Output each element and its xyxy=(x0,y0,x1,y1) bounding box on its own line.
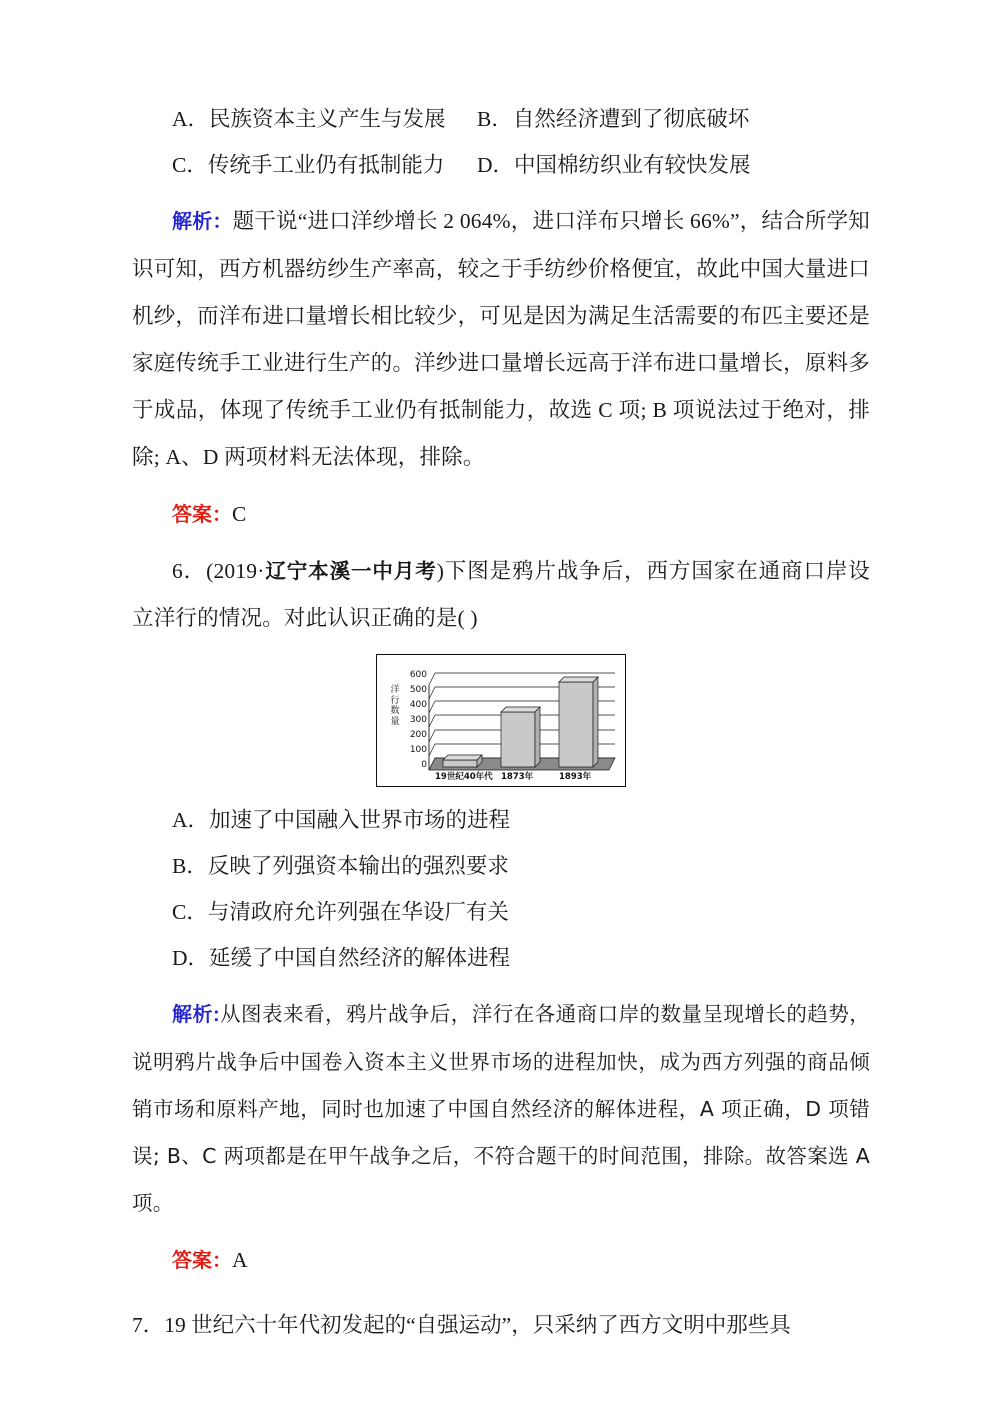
q5-option-d-text: 中国棉纺织业有较快发展 xyxy=(514,153,751,177)
chart-y-tick: 500 xyxy=(409,685,427,695)
q5-option-c xyxy=(172,142,477,188)
chart-figure xyxy=(132,654,870,787)
q6-choice-a xyxy=(132,797,870,843)
chart-x-label: 1873年 xyxy=(501,772,534,782)
q5-option-d xyxy=(477,142,751,188)
q5-option-row-2 xyxy=(132,142,870,188)
chart-plot xyxy=(377,655,627,788)
q5-option-b-text: 自然经济遭到了彻底破坏 xyxy=(512,107,750,131)
q5-option-c-label: C． xyxy=(172,153,208,177)
q6-analysis-text: 从图表来看，鸦片战争后，洋行在各通商口岸的数量呈现增长的趋势，说明鸦片战争后中国卷入资本主义世界市场的进程加快，成为西方列强的商品倾销市场和原料产地，同时也加速了中国自然经济的解体进程，A 项正确，D 项错误; B、C 两项都是在甲午战争之后，不符合题干的时间范围，排除。故答案选 A 项。 xyxy=(132,1002,870,1215)
page-content xyxy=(132,96,870,1348)
q6-choice-b xyxy=(132,843,870,889)
q6-source-suffix: ) xyxy=(436,559,445,583)
chart-x-label: 19世纪40年代 xyxy=(435,772,493,782)
q6-choice-d-label: D． xyxy=(172,946,210,970)
answer-label: 答案： xyxy=(172,1250,232,1272)
q5-option-row-1 xyxy=(132,96,870,142)
chart-x-label: 1893年 xyxy=(559,772,592,782)
q6-choice-c-text: 与清政府允许列强在华设厂有关 xyxy=(207,900,509,924)
chart-y-tick: 200 xyxy=(409,730,427,740)
spacer xyxy=(132,538,870,548)
analysis-label: 解析: xyxy=(172,1004,220,1026)
chart-y-tick: 300 xyxy=(409,715,427,725)
q6-source-bold: 辽宁本溪一中月考 xyxy=(264,559,437,583)
q5-option-d-label: D． xyxy=(477,153,515,177)
bar-chart xyxy=(376,654,626,787)
spacer xyxy=(132,1227,870,1237)
spacer xyxy=(132,481,870,491)
q6-stem-paragraph xyxy=(132,548,870,642)
q5-option-b xyxy=(477,96,749,142)
q5-option-a xyxy=(172,96,477,142)
analysis-label: 解析： xyxy=(172,211,233,233)
q6-choice-d xyxy=(132,935,870,981)
q5-analysis-text: 题干说“进口洋纱增长 2 064%，进口洋布只增长 66%”，结合所学知识可知，西方机器纺纱生产率高，较之于手纺纱价格便宜，故此中国大量进口机纱，而洋布进口量增长相比较少，可见是因为满足生活需要的布匹主要还是家庭传统手工业进行生产的。洋纱进口量增长远高于洋布进口量增长，原料多于成品，体现了传统手工业仍有抵制能力，故选 C 项; B 项说法过于绝对，排除; A、D 两项材料无法体现，排除。 xyxy=(132,209,870,469)
q6-choice-b-text: 反映了列强资本输出的强烈要求 xyxy=(207,854,509,878)
q5-option-a-text: 民族资本主义产生与发展 xyxy=(209,107,446,131)
q6-choice-a-text: 加速了中国融入世界市场的进程 xyxy=(209,808,511,832)
chart-y-tick: 100 xyxy=(409,745,427,755)
spacer xyxy=(132,1284,870,1302)
chart-y-tick: 600 xyxy=(409,670,427,680)
chart-y-axis-title: 洋行数量 xyxy=(390,685,400,727)
q6-stem-text: 下图是鸦片战争后，西方国家在通商口岸设立洋行的情况。对此认识正确的是( ) xyxy=(132,559,870,630)
spacer xyxy=(132,188,870,198)
q6-analysis-paragraph xyxy=(132,991,870,1227)
q6-source-prefix: (2019· xyxy=(206,559,265,583)
q6-number: 6． xyxy=(172,559,207,583)
q6-answer-line xyxy=(132,1237,870,1284)
answer-label: 答案： xyxy=(172,504,232,526)
q6-answer-value: A xyxy=(232,1248,248,1272)
q6-choice-a-label: A． xyxy=(172,808,210,832)
spacer xyxy=(132,981,870,991)
q5-option-c-text: 传统手工业仍有抵制能力 xyxy=(207,153,445,177)
chart-inner xyxy=(377,655,625,786)
q6-choice-b-label: B． xyxy=(172,854,208,878)
q5-analysis-paragraph xyxy=(132,198,870,481)
q5-answer-value: C xyxy=(232,502,247,526)
q6-choice-c-label: C． xyxy=(172,900,208,924)
chart-y-tick: 400 xyxy=(409,700,427,710)
q7-stem: 7．19 世纪六十年代初发起的“自强运动”，只采纳了西方文明中那些具 xyxy=(132,1313,791,1337)
q5-option-a-label: A． xyxy=(172,107,210,131)
q5-option-b-label: B． xyxy=(477,107,513,131)
chart-y-tick: 0 xyxy=(421,760,427,770)
q6-choice-c xyxy=(132,889,870,935)
q5-answer-line xyxy=(132,491,870,538)
q6-choice-d-text: 延缓了中国自然经济的解体进程 xyxy=(209,946,511,970)
